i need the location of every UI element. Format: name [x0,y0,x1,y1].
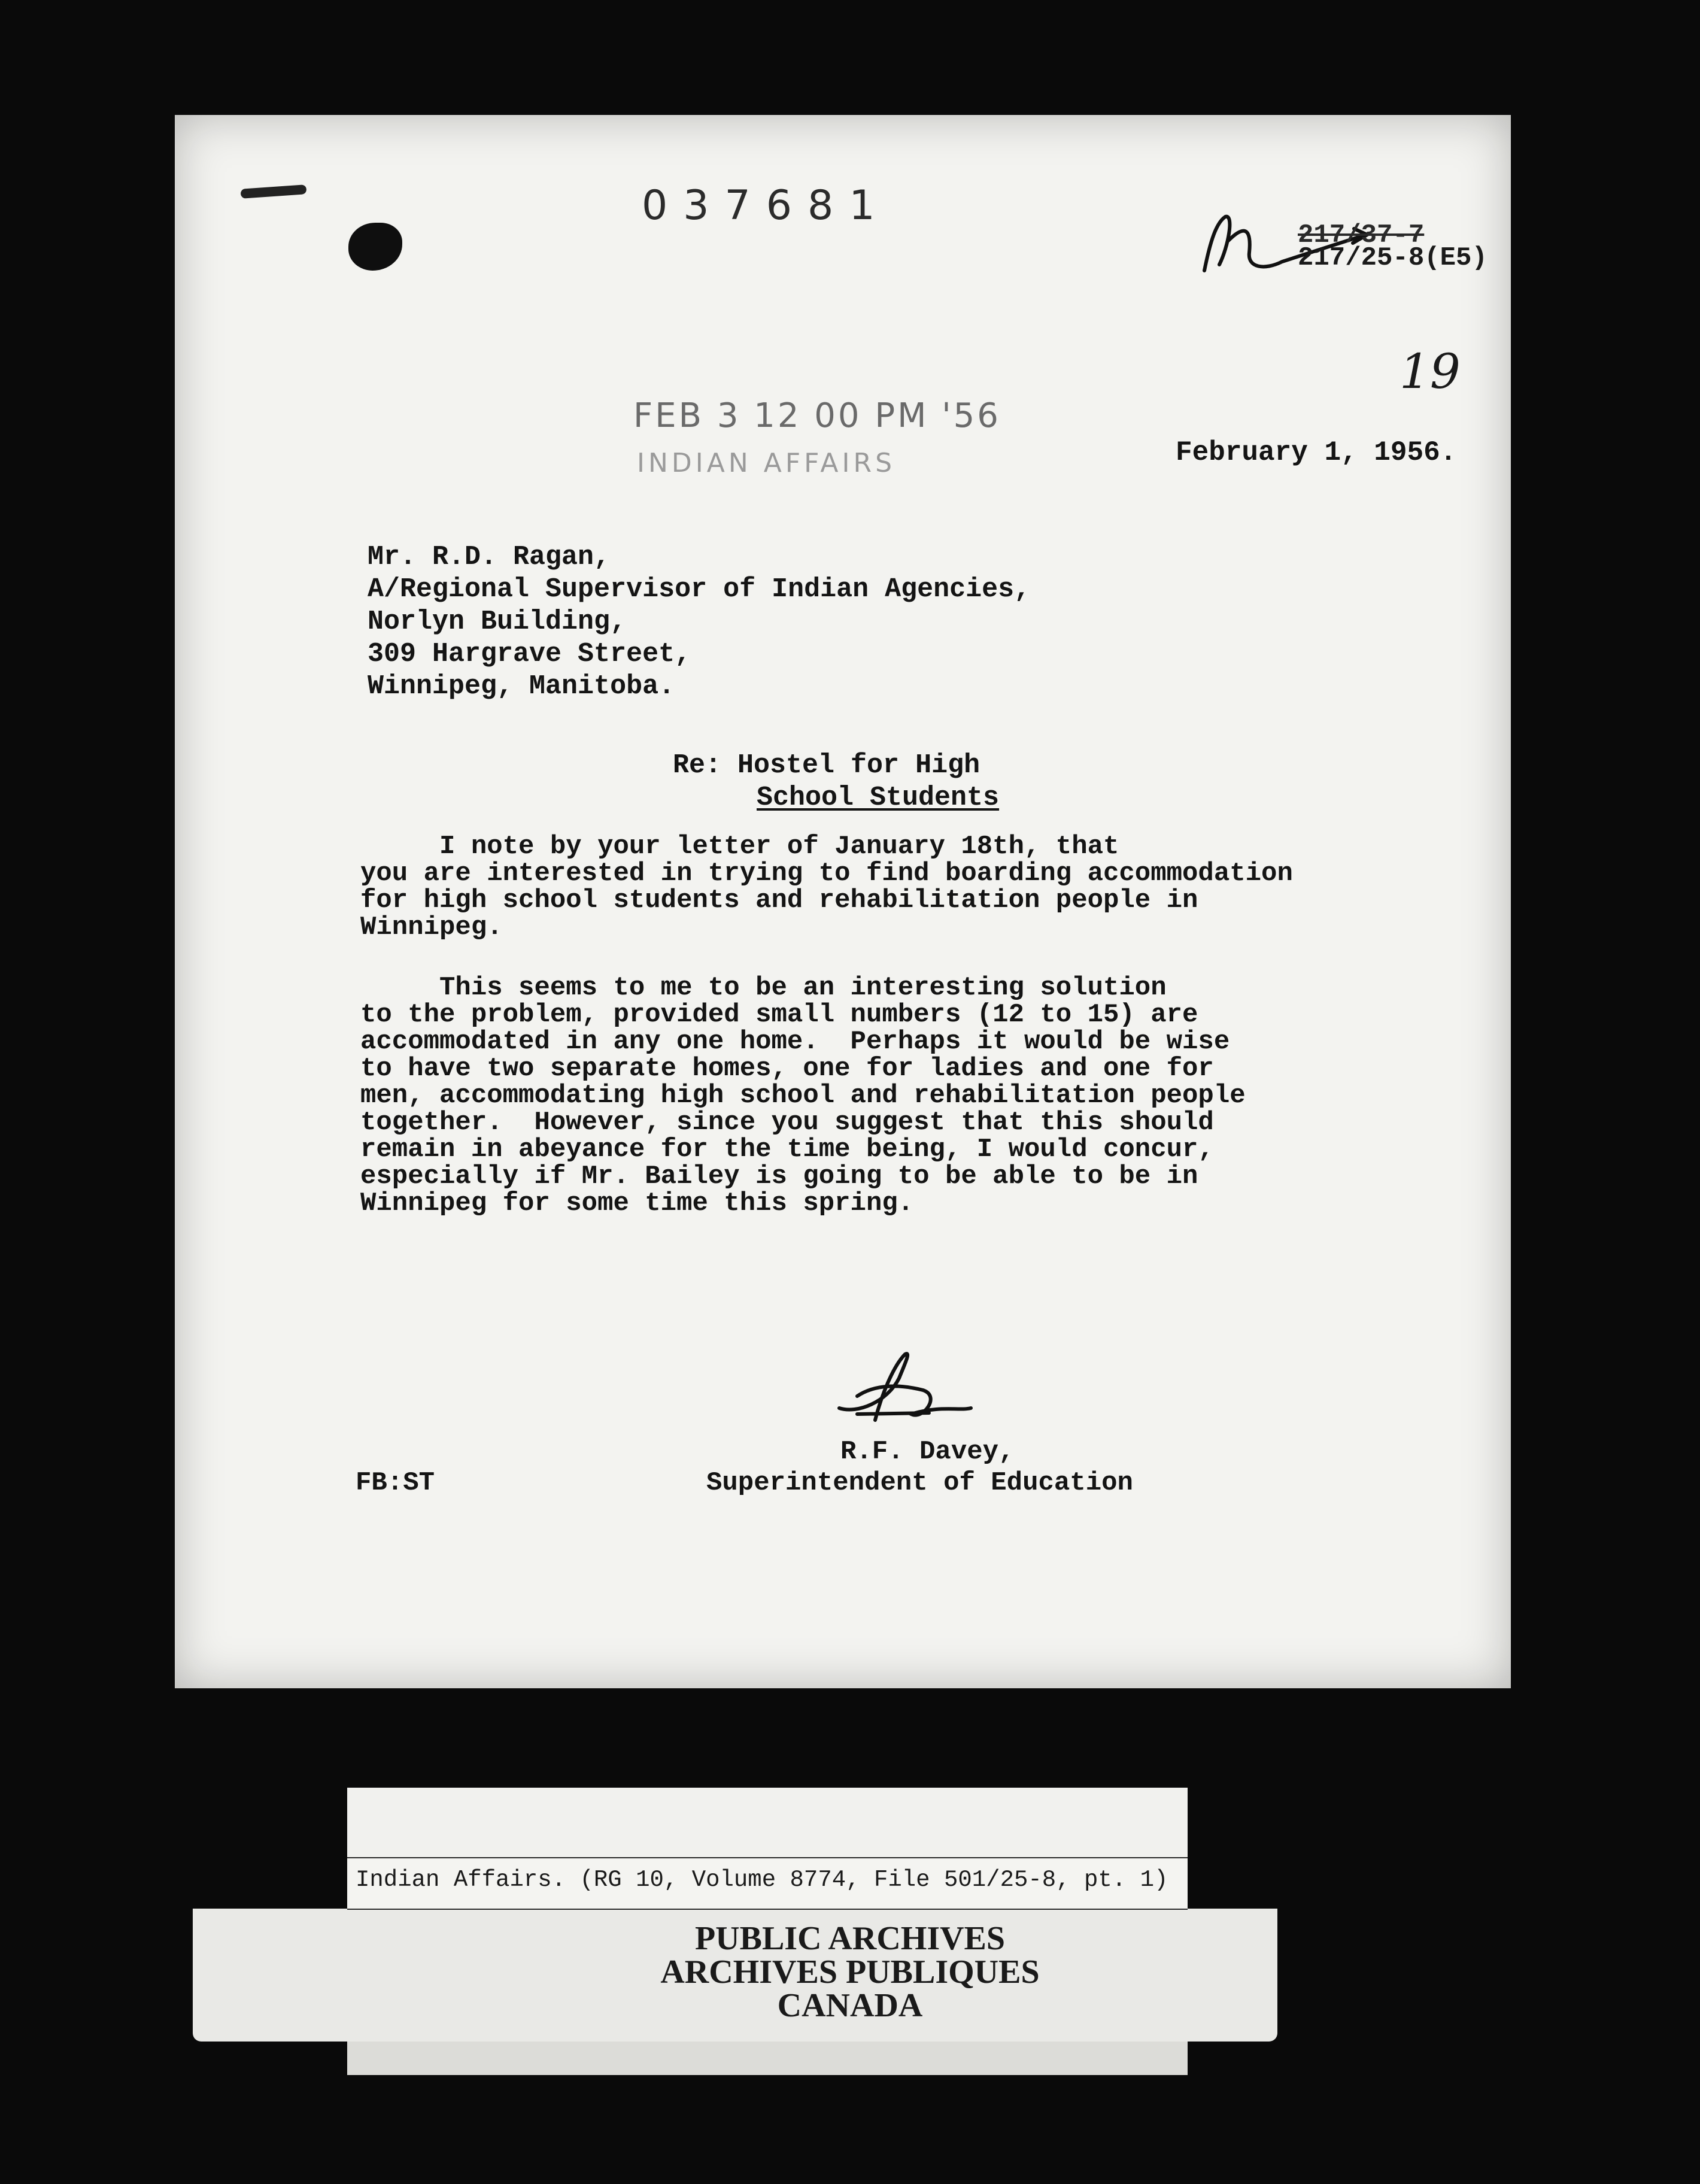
ink-mark [241,184,307,199]
handwritten-note: 19 [1400,344,1461,399]
subject-line-1: Re: Hostel for High [673,750,980,781]
address-line: Norlyn Building, [368,606,627,637]
paragraph-line: especially if Mr. Bailey is going to be able to be in [360,1161,1198,1191]
paragraph-line: to have two separate homes, one for ladies and one for [360,1054,1214,1084]
subject-line [673,750,999,814]
paragraph-line: you are interested in trying to find boarding accommodation [360,859,1293,888]
received-stamp-date: FEB 3 12 00 PM '56 [633,396,1001,435]
archives-country: CANADA [777,1987,923,2024]
body-paragraph-1 [360,833,1498,941]
body-paragraph-2 [360,975,1498,1217]
paragraph-line: I note by your letter of January 18th, that [360,832,1119,862]
paragraph-line: to the problem, provided small numbers (12 to 15) are [360,1000,1198,1030]
subject-line-2: School Students [757,782,1000,813]
paragraph-line: Winnipeg. [360,912,503,942]
recipient-address [368,541,1030,703]
paragraph-line: Winnipeg for some time this spring. [360,1188,914,1218]
paragraph-line: men, accommodating high school and rehabilitation people [360,1081,1246,1111]
address-line: 309 Hargrave Street, [368,639,691,669]
letter-page [175,115,1511,1688]
archives-title-french: ARCHIVES PUBLIQUES [660,1954,1040,1991]
signer-name: R.F. Davey, [840,1437,1015,1467]
file-reference: 217/25-8(E5) [1298,243,1488,273]
address-line: Mr. R.D. Ragan, [368,542,611,572]
letter-date: February 1, 1956. [1176,437,1457,468]
document-number: 037681 [642,182,891,229]
paragraph-line: for high school students and rehabilitation people in [360,885,1198,915]
citation-box [347,1857,1188,1910]
plate-notch [193,1838,347,1909]
signer-title: Superintendent of Education [706,1468,1133,1498]
file-reference-old: 217/37-7 [1298,220,1425,250]
label-strip [347,1788,1188,1866]
archive-citation: Indian Affairs. (RG 10, Volume 8774, File 501/25-8, pt. 1) [356,1867,1168,1893]
plate-notch [1188,1838,1277,1909]
address-line: Winnipeg, Manitoba. [368,671,675,702]
paragraph-line: remain in abeyance for the time being, I would concur, [360,1135,1214,1164]
archives-title-english: PUBLIC ARCHIVES [694,1920,1006,1957]
signature-icon [821,1342,977,1432]
plate-base [347,2042,1188,2075]
address-line: A/Regional Supervisor of Indian Agencies, [368,574,1031,605]
received-stamp-department: INDIAN AFFAIRS [637,448,896,478]
typist-initials: FB:ST [356,1468,435,1498]
ink-blot [348,223,402,271]
paragraph-line: accommodated in any one home. Perhaps it would be wise [360,1027,1230,1057]
paragraph-line: This seems to me to be an interesting solution [360,973,1167,1003]
paragraph-line: together. However, since you suggest that this should [360,1108,1214,1138]
